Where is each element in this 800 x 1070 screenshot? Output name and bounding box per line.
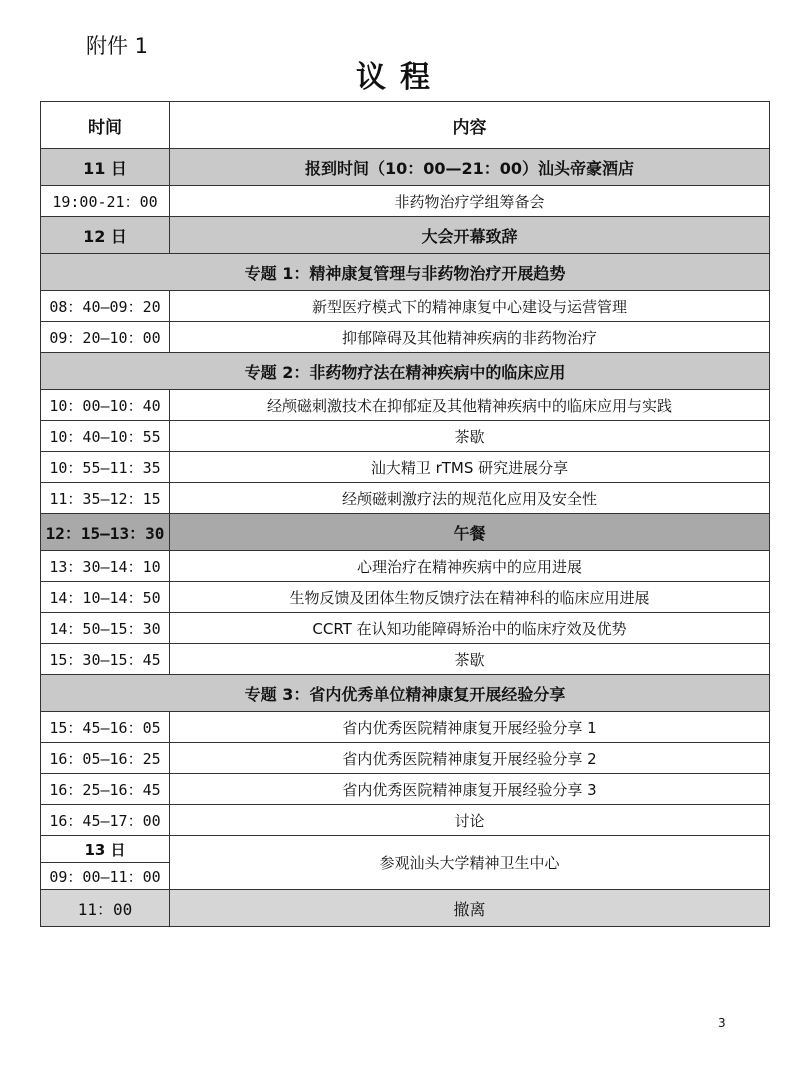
agenda-table	[40, 101, 770, 927]
row-time: 16：05—16：25	[41, 743, 170, 774]
table-row	[41, 743, 770, 774]
table-row	[41, 217, 770, 254]
row-time: 12 日	[41, 217, 170, 254]
table-row	[41, 514, 770, 551]
section-title: 专题 3：省内优秀单位精神康复开展经验分享	[41, 675, 770, 712]
page-title: 议程	[356, 60, 444, 95]
row-content: 茶歇	[170, 421, 770, 452]
row-time: 16：45—17：00	[41, 805, 170, 836]
row-content: 非药物治疗学组筹备会	[170, 186, 770, 217]
table-header-row	[41, 102, 770, 149]
row-content: 茶歇	[170, 644, 770, 675]
row-time: 09：20—10：00	[41, 322, 170, 353]
table-row	[41, 582, 770, 613]
table-row	[41, 805, 770, 836]
table-row	[41, 149, 770, 186]
row-time: 19:00-21：00	[41, 186, 170, 217]
section-row	[41, 675, 770, 712]
row-content: 午餐	[170, 514, 770, 551]
table-row-final	[41, 890, 770, 927]
row-content: 省内优秀医院精神康复开展经验分享 1	[170, 712, 770, 743]
section-title: 专题 1：精神康复管理与非药物治疗开展趋势	[41, 254, 770, 291]
row-time: 11：35—12：15	[41, 483, 170, 514]
table-row	[41, 551, 770, 582]
row-content: 报到时间（10：00—21：00）汕头帝豪酒店	[170, 149, 770, 186]
row-content: 省内优秀医院精神康复开展经验分享 2	[170, 743, 770, 774]
row-time: 13：30—14：10	[41, 551, 170, 582]
row-time: 15：45—16：05	[41, 712, 170, 743]
row-time: 12：15—13：30	[41, 514, 170, 551]
table-row	[41, 186, 770, 217]
row-time: 14：50—15：30	[41, 613, 170, 644]
row-content: 经颅磁刺激技术在抑郁症及其他精神疾病中的临床应用与实践	[170, 390, 770, 421]
day13-content: 参观汕头大学精神卫生中心	[170, 836, 770, 890]
final-time: 11：00	[41, 890, 170, 927]
table-row	[41, 483, 770, 514]
table-row	[41, 421, 770, 452]
row-content: 抑郁障碍及其他精神疾病的非药物治疗	[170, 322, 770, 353]
row-time: 08：40—09：20	[41, 291, 170, 322]
attachment-label: 附件 1	[86, 34, 149, 58]
row-time: 10：55—11：35	[41, 452, 170, 483]
row-content: 心理治疗在精神疾病中的应用进展	[170, 551, 770, 582]
page-number: 3	[718, 1016, 726, 1030]
section-row	[41, 353, 770, 390]
table-row	[41, 774, 770, 805]
row-time: 15：30—15：45	[41, 644, 170, 675]
row-content: 新型医疗模式下的精神康复中心建设与运营管理	[170, 291, 770, 322]
day13-date: 13 日	[41, 836, 170, 863]
table-row	[41, 452, 770, 483]
row-time: 11 日	[41, 149, 170, 186]
section-title: 专题 2：非药物疗法在精神疾病中的临床应用	[41, 353, 770, 390]
table-row	[41, 613, 770, 644]
row-content: 生物反馈及团体生物反馈疗法在精神科的临床应用进展	[170, 582, 770, 613]
row-time: 10：40—10：55	[41, 421, 170, 452]
row-time: 14：10—14：50	[41, 582, 170, 613]
table-row	[41, 390, 770, 421]
section-row	[41, 254, 770, 291]
header-time: 时间	[41, 102, 170, 149]
row-content: CCRT 在认知功能障碍矫治中的临床疗效及优势	[170, 613, 770, 644]
day13-time: 09：00—11：00	[41, 863, 170, 890]
header-content: 内容	[170, 102, 770, 149]
final-content: 撤离	[170, 890, 770, 927]
table-row	[41, 322, 770, 353]
row-content: 省内优秀医院精神康复开展经验分享 3	[170, 774, 770, 805]
table-row	[41, 291, 770, 322]
table-row	[41, 712, 770, 743]
row-content: 汕大精卫 rTMS 研究进展分享	[170, 452, 770, 483]
table-row-day13	[41, 836, 770, 863]
row-content: 大会开幕致辞	[170, 217, 770, 254]
row-content: 经颅磁刺激疗法的规范化应用及安全性	[170, 483, 770, 514]
row-content: 讨论	[170, 805, 770, 836]
row-time: 16：25—16：45	[41, 774, 170, 805]
row-time: 10：00—10：40	[41, 390, 170, 421]
table-row	[41, 644, 770, 675]
